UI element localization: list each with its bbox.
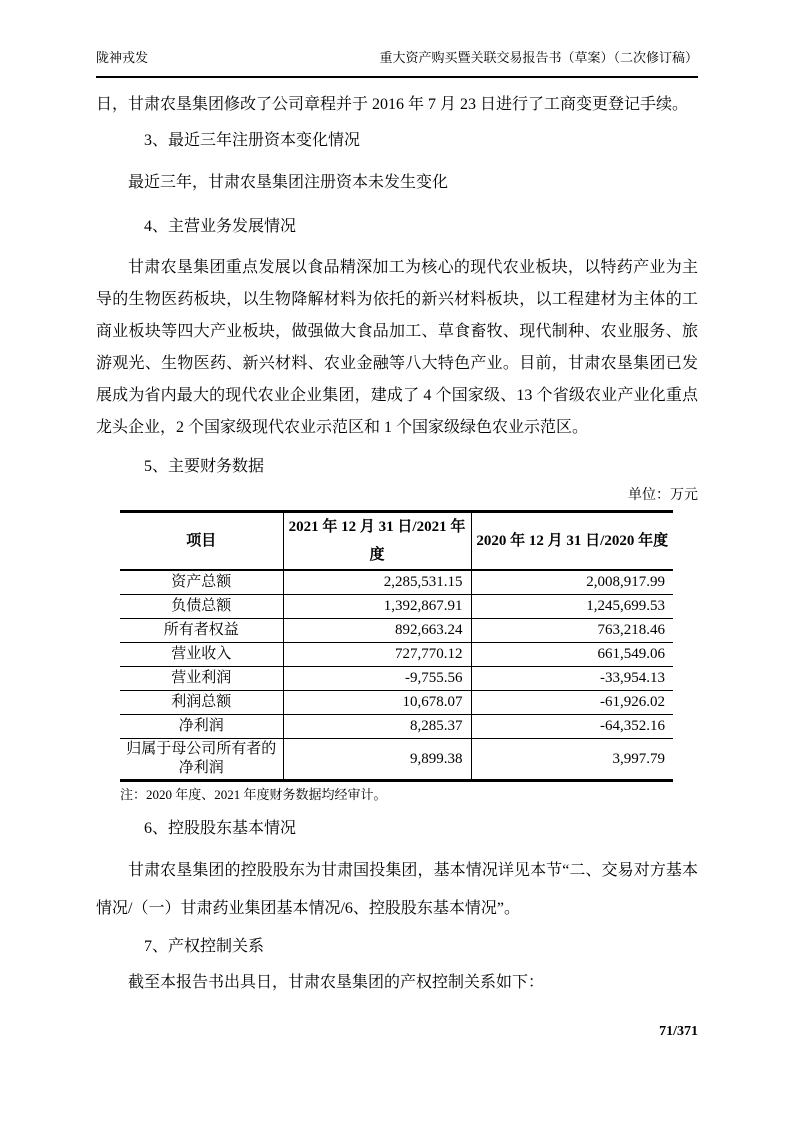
- table-header-item: 项目: [120, 512, 283, 571]
- table-row: [120, 667, 673, 691]
- table-row: [120, 595, 673, 619]
- section-heading-6: 6、控股股东基本情况: [144, 820, 297, 837]
- paragraph-continuation: 日，甘肃农垦集团修改了公司章程并于 2016 年 7 月 23 日进行了工商变更登记手续。: [96, 96, 689, 113]
- value-2021: 8,285.37: [283, 715, 471, 739]
- value-2020: 2,008,917.99: [471, 570, 673, 595]
- value-2021: 2,285,531.15: [283, 570, 471, 595]
- value-2021: 727,770.12: [283, 643, 471, 667]
- row-label: 营业收入: [120, 643, 283, 667]
- value-2020: -64,352.16: [471, 715, 673, 739]
- paragraph-registered-capital: 最近三年，甘肃农垦集团注册资本未发生变化: [128, 174, 449, 191]
- header-company-name: 陇神戎发: [96, 50, 149, 65]
- table-audit-note: 注：2020 年度、2021 年度财务数据均经审计。: [120, 787, 387, 802]
- value-2021: -9,755.56: [283, 667, 471, 691]
- table-header-2021: 2021 年 12 月 31 日/2021 年度: [283, 512, 471, 571]
- table-row: [120, 739, 673, 781]
- paragraph-main-business: 甘肃农垦集团重点发展以食品精深加工为核心的现代农业板块，以特药产业为主导的生物医药板块，以生物降解材料为依托的新兴材料板块，以工程建材为主体的工商业板块等四大产业板块，做强做大食品加工、草食畜牧、现代制种、农业服务、旅游观光、生物医药、新兴材料、农业金融等八大特色产业。目前，甘肃农垦集团已发展成为省内最大的现代农业企业集团，建成了 4 个国家级、13 个省级农业产业化重点龙头企业，2 个国家级现代农业示范区和 1 个国家级绿色农业示范区。: [96, 259, 698, 436]
- value-2020: 763,218.46: [471, 619, 673, 643]
- value-2021: 9,899.38: [283, 739, 471, 781]
- value-2020: 3,997.79: [471, 739, 673, 781]
- financial-data-table: [120, 510, 673, 782]
- table-row: [120, 643, 673, 667]
- value-2020: -33,954.13: [471, 667, 673, 691]
- row-label: 资产总额: [120, 570, 283, 595]
- section-heading-7: 7、产权控制关系: [144, 938, 265, 955]
- page-number: 71/371: [659, 1024, 698, 1039]
- table-unit-label: 单位：万元: [628, 488, 698, 503]
- table-row: [120, 691, 673, 715]
- table-header-2020: 2020 年 12 月 31 日/2020 年度: [471, 512, 673, 571]
- value-2020: 661,549.06: [471, 643, 673, 667]
- section-heading-3: 3、最近三年注册资本变化情况: [144, 132, 361, 149]
- table-row: [120, 619, 673, 643]
- header-report-title: 重大资产购买暨关联交易报告书（草案）（二次修订稿）: [379, 50, 698, 65]
- value-2021: 892,663.24: [283, 619, 471, 643]
- table-header-row: [120, 512, 673, 571]
- section-heading-5: 5、主要财务数据: [144, 458, 265, 475]
- section-heading-4: 4、主营业务发展情况: [144, 218, 297, 235]
- paragraph-controlling-shareholder: 甘肃农垦集团的控股股东为甘肃国投集团，基本情况详见本节“二、交易对方基本情况/（一）甘肃药业集团基本情况/6、控股股东基本情况”。: [96, 862, 698, 917]
- table-row: [120, 570, 673, 595]
- row-label: 利润总额: [120, 691, 283, 715]
- value-2020: -61,926.02: [471, 691, 673, 715]
- paragraph-equity-control: 截至本报告书出具日，甘肃农垦集团的产权控制关系如下：: [128, 974, 545, 991]
- row-label: 净利润: [120, 715, 283, 739]
- value-2020: 1,245,699.53: [471, 595, 673, 619]
- row-label: 归属于母公司所有者的净利润: [120, 739, 283, 781]
- page-header: [96, 48, 698, 78]
- row-label: 负债总额: [120, 595, 283, 619]
- value-2021: 1,392,867.91: [283, 595, 471, 619]
- value-2021: 10,678.07: [283, 691, 471, 715]
- table-row: [120, 715, 673, 739]
- row-label: 所有者权益: [120, 619, 283, 643]
- row-label: 营业利润: [120, 667, 283, 691]
